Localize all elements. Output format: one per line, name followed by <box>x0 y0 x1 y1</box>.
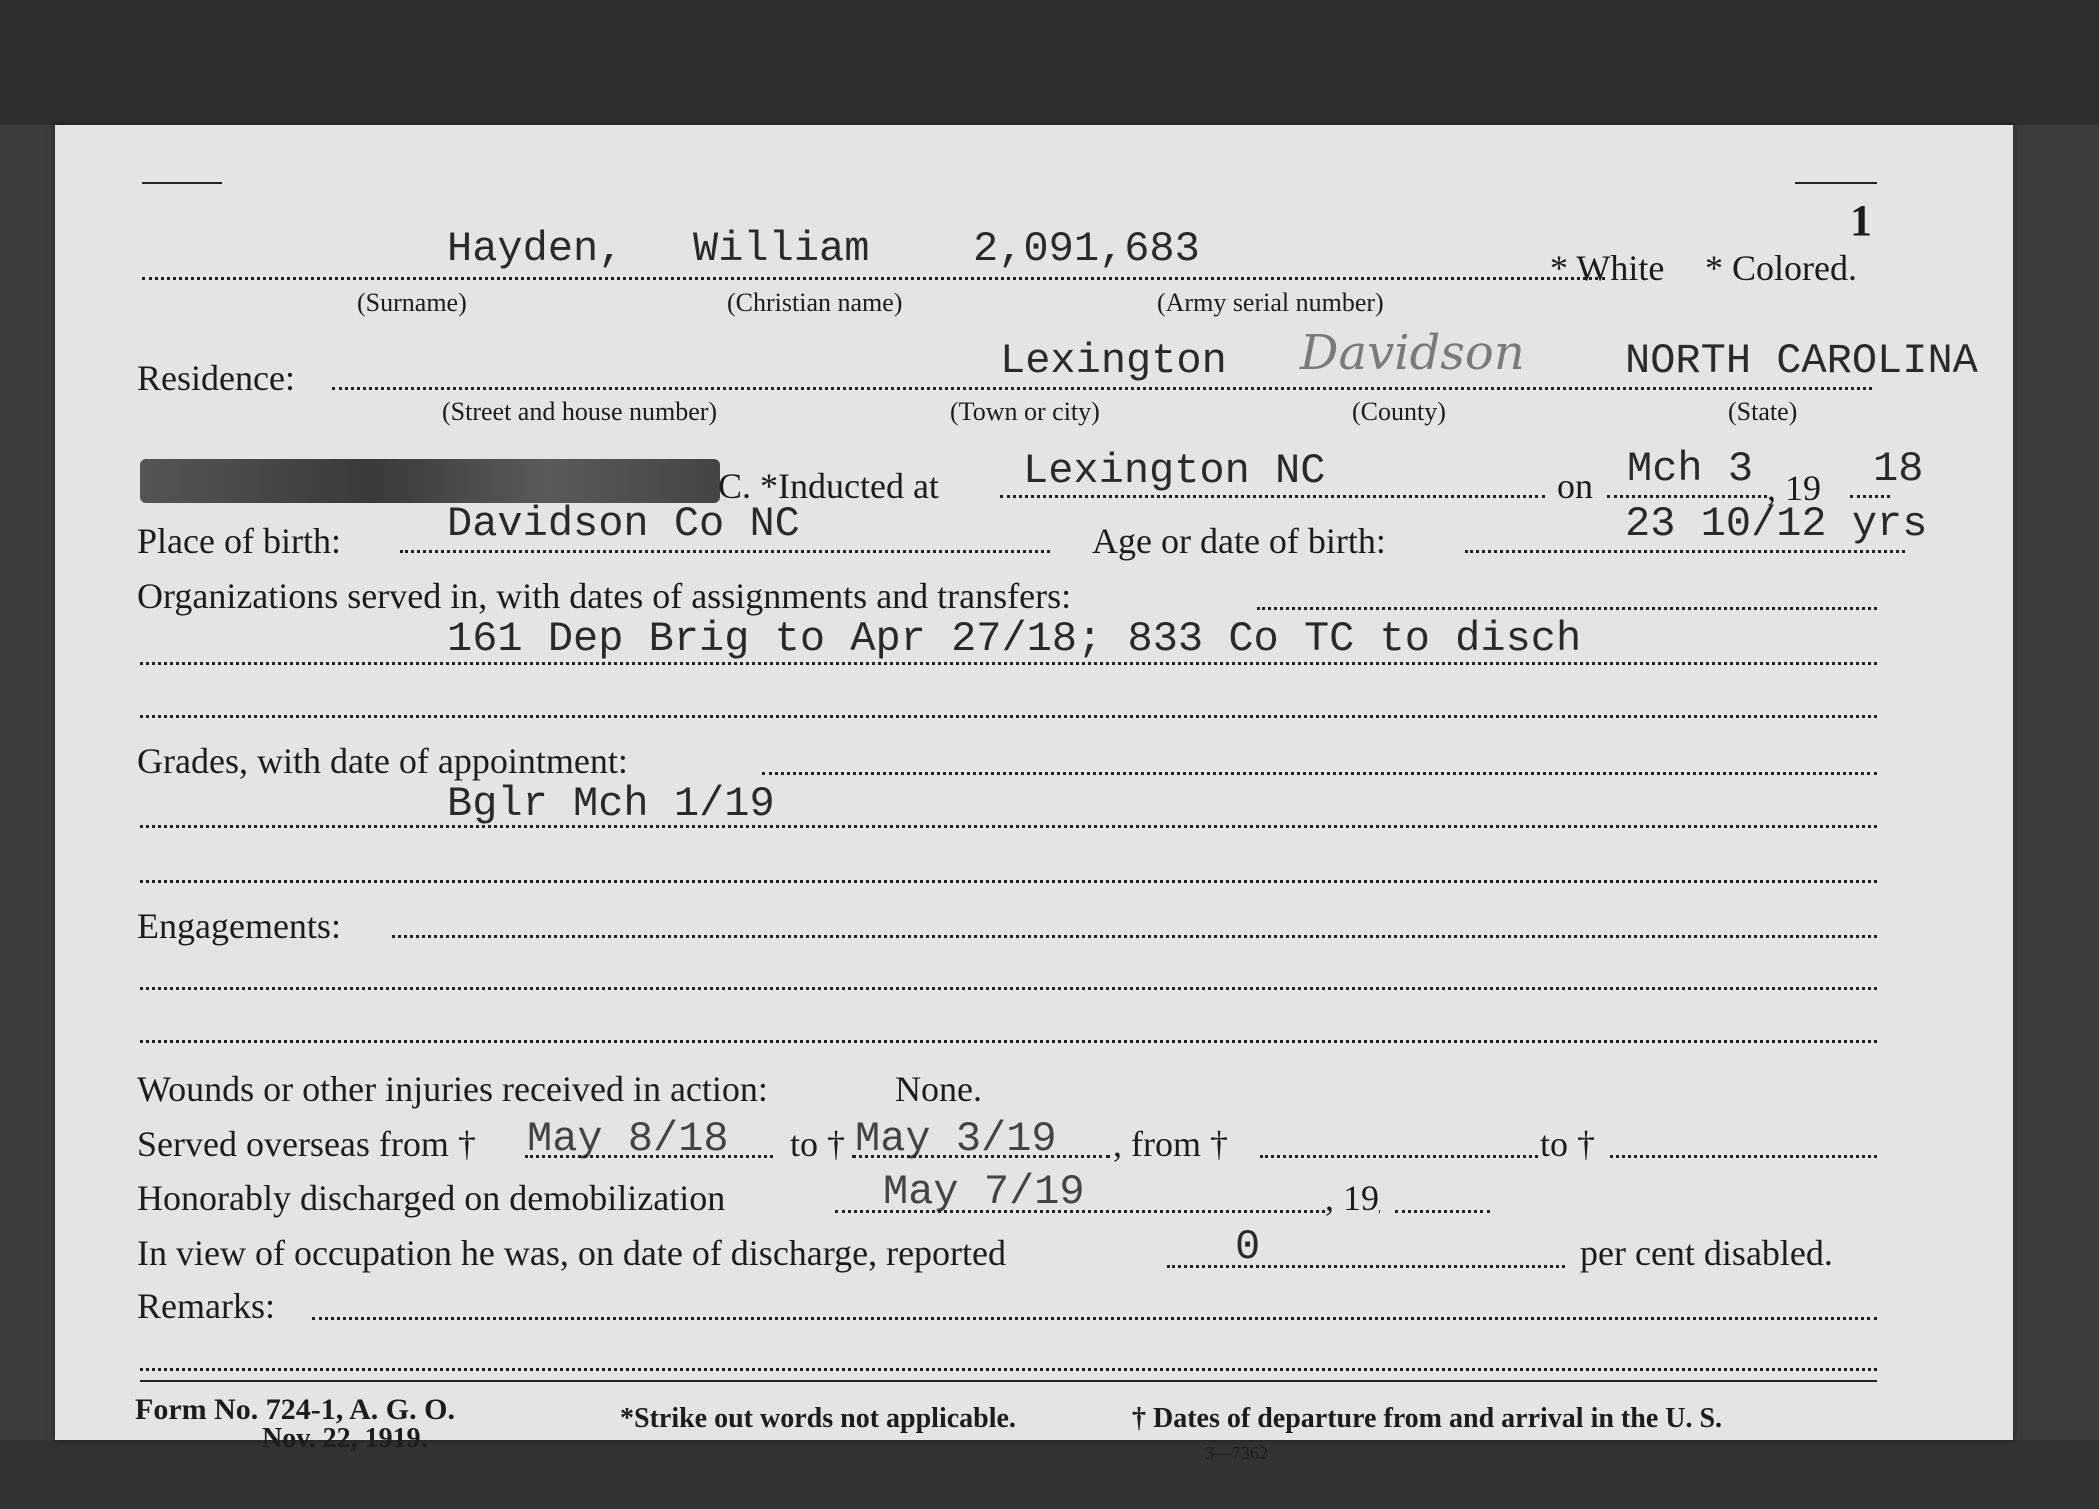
county-caption: (County) <box>1352 397 1446 426</box>
disability-value: 0 <box>1235 1223 1261 1271</box>
serial-number-value: 2,091,683 <box>973 225 1200 273</box>
state-caption: (State) <box>1728 397 1798 426</box>
grades-value: Bglr Mch 1/19 <box>447 780 775 828</box>
overseas-from2-line <box>1260 1155 1580 1158</box>
race-colored-label: * Colored. <box>1705 248 1857 288</box>
organizations-label: Organizations served in, with dates of assignments and transfers: <box>137 576 1072 616</box>
form-number: Form No. 724-1, A. G. O. <box>135 1393 455 1426</box>
inducted-date-value: Mch 3 <box>1627 445 1754 493</box>
overseas-from-line <box>525 1155 773 1158</box>
dark-background-top <box>0 0 2099 125</box>
disability-line <box>1167 1265 1565 1268</box>
place-of-birth-value: Davidson Co NC <box>447 500 800 548</box>
inducted-year-line <box>1850 495 1890 498</box>
organizations-line-2 <box>140 662 1877 665</box>
overseas-to2-label: to † <box>1540 1124 1596 1164</box>
overseas-to2-line <box>1610 1155 1877 1158</box>
top-left-rule <box>142 182 222 184</box>
grades-line-1 <box>762 772 1877 775</box>
discharge-date-value: May 7/19 <box>883 1168 1085 1216</box>
residence-label: Residence: <box>137 358 295 398</box>
engagements-line-2 <box>140 987 1877 990</box>
surname-caption: (Surname) <box>357 288 467 317</box>
age-value: 23 10/12 yrs <box>1625 500 1928 548</box>
struck-suffix: C. <box>718 466 752 506</box>
remarks-line-2 <box>140 1368 1877 1371</box>
inducted-place-value: Lexington NC <box>1023 447 1326 495</box>
strike-out-mark <box>140 459 720 503</box>
christian-name-caption: (Christian name) <box>727 288 903 317</box>
name-line <box>142 277 1605 280</box>
overseas-from2-label: , from † <box>1113 1124 1228 1164</box>
race-white-label: * White <box>1550 248 1665 288</box>
wounds-label: Wounds or other injuries received in action: <box>137 1069 768 1109</box>
organizations-line-3 <box>140 715 1877 718</box>
age-line <box>1465 550 1905 553</box>
residence-line <box>332 387 1872 390</box>
wounds-value: None. <box>895 1069 982 1109</box>
strike-note: *Strike out words not applicable. <box>620 1403 1016 1434</box>
overseas-to-label: to † <box>790 1124 846 1164</box>
discharge-date-line <box>835 1210 1380 1213</box>
serial-number-caption: (Army serial number) <box>1157 288 1384 317</box>
place-of-birth-line <box>400 550 1050 553</box>
discharge-year-line <box>1395 1210 1490 1213</box>
overseas-from-value: May 8/18 <box>527 1115 729 1163</box>
organizations-value: 161 Dep Brig to Apr 27/18; 833 Co TC to disch <box>447 615 1582 663</box>
top-right-rule <box>1795 182 1877 184</box>
christian-name-value: William <box>693 225 870 273</box>
inducted-on-label: on <box>1557 466 1593 506</box>
overseas-from-label: Served overseas from † <box>137 1124 476 1164</box>
grades-label: Grades, with date of appointment: <box>137 741 628 781</box>
organizations-line-1 <box>1257 607 1877 610</box>
print-code: 3—7362 <box>1205 1443 1268 1463</box>
age-label: Age or date of birth: <box>1092 521 1386 561</box>
inducted-label: *Inducted at <box>760 466 939 506</box>
town-caption: (Town or city) <box>950 397 1100 426</box>
disability-label: In view of occupation he was, on date of discharge, reported <box>137 1233 1007 1273</box>
residence-state-value: NORTH CAROLINA <box>1625 337 1978 385</box>
dates-note: † Dates of departure from and arrival in the U. S. <box>1132 1403 1723 1434</box>
place-of-birth-label: Place of birth: <box>137 521 341 561</box>
disability-suffix: per cent disabled. <box>1580 1233 1833 1273</box>
page-number: 1 <box>1850 196 1872 245</box>
overseas-to-line <box>852 1155 1110 1158</box>
street-caption: (Street and house number) <box>442 397 718 426</box>
inducted-place-line <box>1000 495 1545 498</box>
discharge-label: Honorably discharged on demobilization <box>137 1178 726 1218</box>
remarks-label: Remarks: <box>137 1286 275 1326</box>
discharge-year-prefix: , 19 <box>1325 1178 1379 1218</box>
residence-town-value: Lexington <box>1000 337 1227 385</box>
engagements-line-3 <box>140 1040 1877 1043</box>
engagements-label: Engagements: <box>137 906 341 946</box>
footer-rule <box>140 1380 1877 1382</box>
remarks-line-1 <box>312 1317 1877 1320</box>
grades-line-2 <box>140 825 1877 828</box>
grades-line-3 <box>140 880 1877 883</box>
form-date: Nov. 22, 1919. <box>262 1423 428 1454</box>
residence-county-value: Davidson <box>1300 325 1525 381</box>
engagements-line-1 <box>392 935 1877 938</box>
surname-value: Hayden, <box>447 225 624 273</box>
inducted-year-prefix: , 19 <box>1767 468 1821 508</box>
overseas-to-value: May 3/19 <box>855 1115 1057 1163</box>
inducted-year-value: 18 <box>1873 445 1924 493</box>
service-record-card <box>55 125 2013 1463</box>
inducted-date-line <box>1607 495 1767 498</box>
